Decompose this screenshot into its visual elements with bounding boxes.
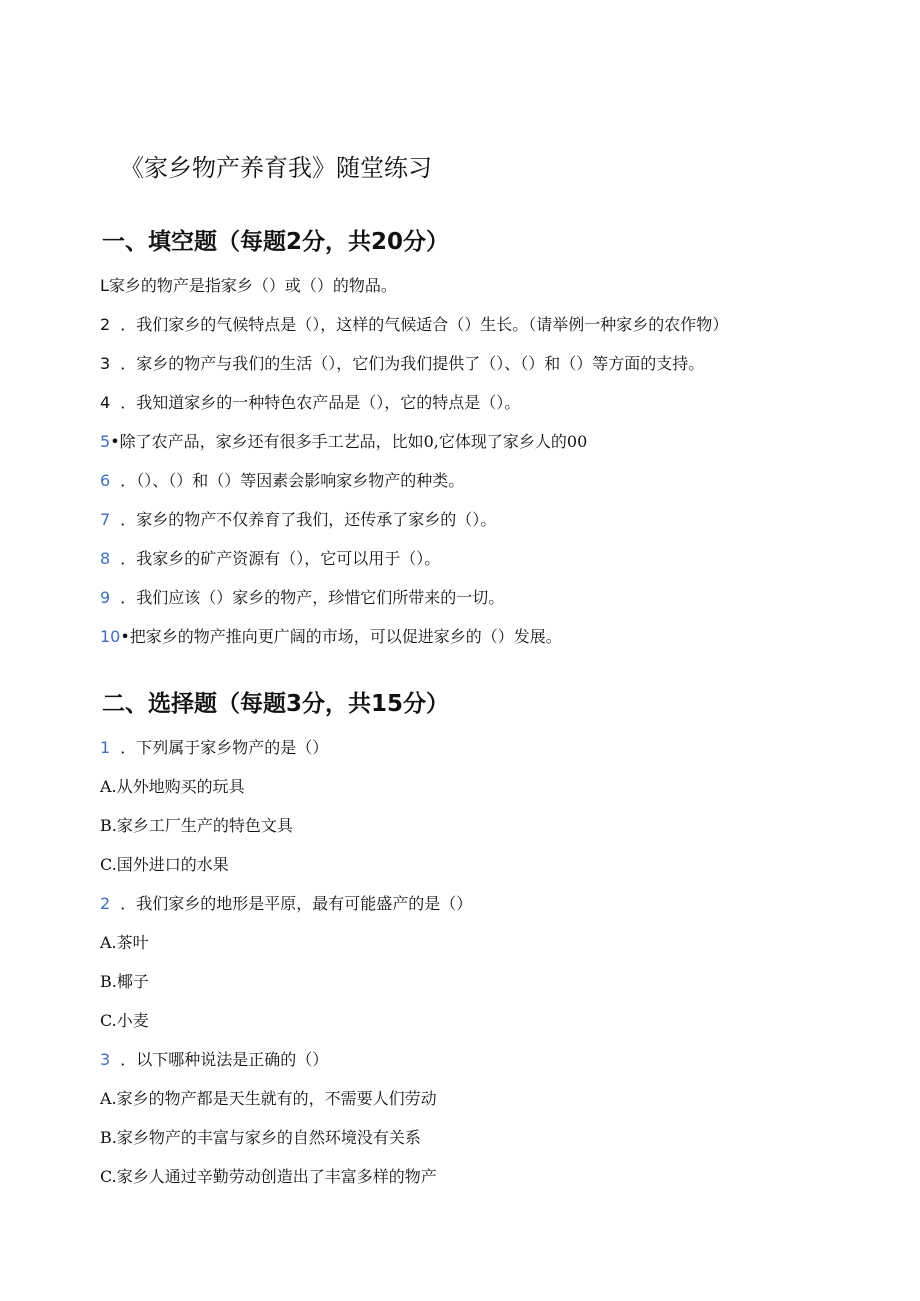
question-text: ．我们家乡的气候特点是（），这样的气候适合（）生长。（请举例一种家乡的农作物） (120, 315, 729, 334)
question-text: 家乡的物产是指家乡（）或（）的物品。 (108, 276, 397, 295)
question-number: 2 (100, 315, 111, 334)
choice-option (100, 1165, 437, 1189)
fill-question-8 (100, 547, 440, 571)
question-number: 3 (100, 354, 111, 373)
choice-option (100, 814, 293, 838)
option-text: B.椰子 (100, 972, 149, 991)
question-text: •除了农产品，家乡还有很多手工艺品，比如0,它体现了家乡人的00 (110, 432, 588, 451)
question-text: ．（）、（）和（）等因素会影响家乡物产的种类。 (120, 471, 465, 490)
choice-option (100, 970, 149, 994)
option-text: A.茶叶 (100, 933, 149, 952)
choice-option (100, 775, 245, 799)
choice-question-1 (100, 736, 328, 760)
question-text: •把家乡的物产推向更广阔的市场，可以促进家乡的（）发展。 (120, 627, 562, 646)
question-number: 2 (100, 894, 111, 913)
fill-question-2 (100, 313, 728, 337)
option-text: C.家乡人通过辛勤劳动创造出了丰富多样的物产 (100, 1167, 437, 1186)
option-text: B.家乡工厂生产的特色文具 (100, 816, 293, 835)
option-text: C.小麦 (100, 1011, 149, 1030)
option-text: A.家乡的物产都是天生就有的，不需要人们劳动 (100, 1089, 437, 1108)
question-number: 5 (100, 432, 111, 451)
question-number: L (100, 276, 109, 295)
fill-question-3 (100, 352, 704, 376)
section-heading-multiple-choice: 二、选择题（每题3分，共15分） (102, 691, 450, 717)
question-number: 9 (100, 588, 111, 607)
fill-question-7 (100, 508, 496, 532)
fill-question-10 (100, 625, 562, 649)
question-text: ．以下哪种说法是正确的（） (120, 1050, 329, 1069)
question-text: ．我知道家乡的一种特色农产品是（），它的特点是（）。 (120, 393, 521, 412)
choice-question-2 (100, 892, 472, 916)
question-number: 3 (100, 1050, 111, 1069)
fill-question-9 (100, 586, 504, 610)
fill-question-6 (100, 469, 464, 493)
question-number: 7 (100, 510, 111, 529)
fill-question-1 (100, 274, 397, 298)
section-heading-fill-in-blank: 一、填空题（每题2分，共20分） (102, 229, 450, 255)
question-number: 10 (100, 627, 121, 646)
fill-question-4 (100, 391, 520, 415)
choice-option (100, 1126, 421, 1150)
choice-question-3 (100, 1048, 328, 1072)
question-number: 6 (100, 471, 111, 490)
choice-option (100, 1087, 437, 1111)
question-number: 4 (100, 393, 111, 412)
choice-option (100, 931, 149, 955)
question-text: ．我们应该（）家乡的物产，珍惜它们所带来的一切。 (120, 588, 505, 607)
question-text: ．家乡的物产不仅养育了我们，还传承了家乡的（）。 (120, 510, 497, 529)
option-text: C.国外进口的水果 (100, 855, 229, 874)
option-text: B.家乡物产的丰富与家乡的自然环境没有关系 (100, 1128, 421, 1147)
choice-option (100, 853, 229, 877)
question-text: ．我家乡的矿产资源有（），它可以用于（）。 (120, 549, 441, 568)
question-number: 8 (100, 549, 111, 568)
question-number: 1 (100, 738, 111, 757)
choice-option (100, 1009, 149, 1033)
fill-question-5 (100, 430, 587, 454)
option-text: A.从外地购买的玩具 (100, 777, 245, 796)
question-text: ．家乡的物产与我们的生活（），它们为我们提供了（）、（）和（）等方面的支持。 (120, 354, 705, 373)
document-title: 《家乡物产养育我》随堂练习 (120, 154, 432, 182)
question-text: ．我们家乡的地形是平原，最有可能盛产的是（） (120, 894, 473, 913)
question-text: ．下列属于家乡物产的是（） (120, 738, 329, 757)
